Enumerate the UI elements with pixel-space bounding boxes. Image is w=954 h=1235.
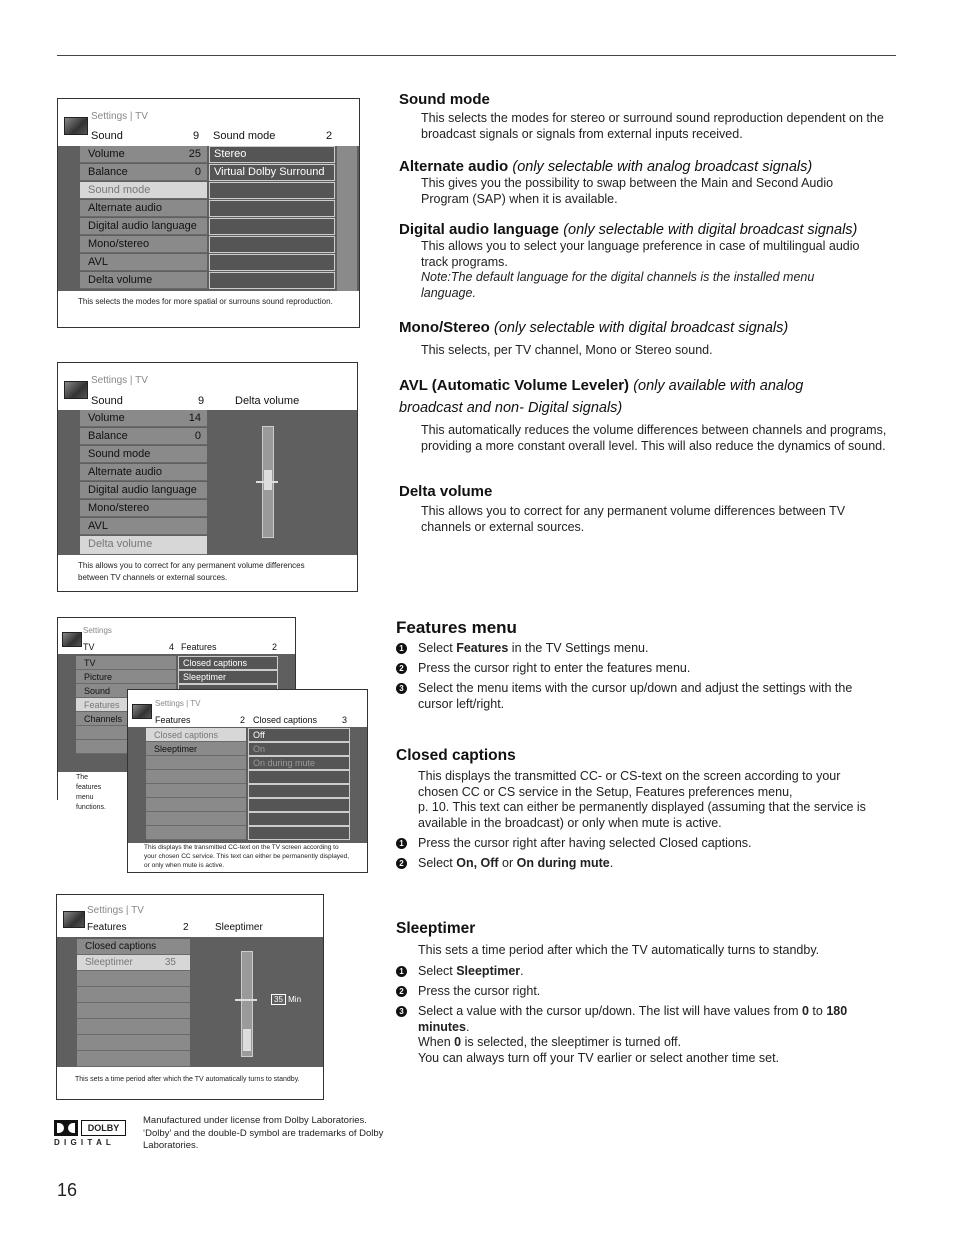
item-label: Alternate audio <box>88 202 162 214</box>
option-empty <box>248 812 350 826</box>
option-empty <box>209 272 335 289</box>
section-sound-mode <box>399 91 894 142</box>
cc-step-2 <box>418 856 613 872</box>
heading-note-line2: broadcast and non- Digital signals) <box>399 400 623 416</box>
menu-top-left-num: 2 <box>183 922 189 933</box>
menu-item-empty <box>146 784 246 798</box>
section-alternate-audio <box>399 158 894 207</box>
step-number-1: 1 <box>396 643 407 654</box>
slider-center-line <box>235 999 257 1001</box>
text: to <box>808 1004 827 1018</box>
menu-top-left-num: 2 <box>240 715 246 725</box>
menu-item-sleeptimer[interactable]: Sleeptimer <box>146 742 246 756</box>
slider-fill <box>243 1029 251 1051</box>
menu-top-right: Closed captions <box>253 715 318 725</box>
heading-sleeptimer: Sleeptimer <box>396 920 476 937</box>
item-label: Delta volume <box>88 274 153 286</box>
option-empty <box>209 200 335 217</box>
menu-item-sleeptimer[interactable] <box>77 955 190 971</box>
menu-item-delta-volume[interactable] <box>80 272 207 289</box>
menu-item-picture[interactable]: Picture <box>76 670 176 684</box>
menu-top-left-num: 9 <box>198 395 205 407</box>
menu-item-volume[interactable] <box>80 146 207 163</box>
help-text: The features menu functions. <box>58 773 130 813</box>
text: in the TV Settings menu. <box>508 641 649 655</box>
item-value: 25 <box>188 148 201 160</box>
text-sleeptimer: This sets a time period after which the TV automatically turns to standby. <box>418 943 820 957</box>
bold-text: Sleeptimer <box>456 964 521 978</box>
slider-value: 35 <box>271 994 286 1005</box>
bold-text: 180 <box>826 1004 848 1018</box>
delta-volume-menu-screenshot <box>57 362 358 592</box>
sleeptimer-menu-screenshot <box>56 894 324 1100</box>
heading-note: (only selectable with digital broadcast signals) <box>494 320 789 336</box>
menu-item-empty <box>77 987 190 1003</box>
tv-icon <box>132 704 152 719</box>
menu-item-empty <box>146 826 246 840</box>
bold-text: Features <box>456 641 509 655</box>
menu-top-right: Sleeptimer <box>215 922 263 933</box>
breadcrumb: Settings | TV <box>87 905 144 916</box>
cc-step-1: Press the cursor right after having selected Closed captions. <box>418 836 752 850</box>
page-number: 16 <box>57 1180 78 1200</box>
item-label: Mono/stereo <box>88 238 150 250</box>
heading-delta-volume: Delta volume <box>399 483 493 500</box>
text-delta-volume: This allows you to correct for any permanent volume differences between TV channels or external sources. <box>421 504 846 534</box>
text-mono-stereo: This selects, per TV channel, Mono or Stereo sound. <box>421 343 713 357</box>
step-number-2: 2 <box>396 986 407 997</box>
menu-item-empty <box>77 1051 190 1067</box>
menu-item-mono-stereo[interactable] <box>80 236 207 253</box>
menu-item-empty <box>77 1019 190 1035</box>
heading-text: AVL (Automatic Volume Leveler) <box>399 377 630 394</box>
step-number-3: 3 <box>396 683 407 694</box>
heading-alternate-audio <box>399 158 894 175</box>
menu-item-balance[interactable] <box>80 428 207 445</box>
breadcrumb: Settings | TV <box>91 111 148 122</box>
section-digital-audio-language <box>399 221 894 301</box>
menu-item-empty <box>146 770 246 784</box>
menu-item-sound-mode[interactable] <box>80 182 207 199</box>
item-label: Sound mode <box>88 448 151 460</box>
tv-icon <box>64 117 88 135</box>
menu-item-balance[interactable] <box>80 164 207 181</box>
help-text: This sets a time period after which the TV automatically turns to standby. <box>57 1075 323 1085</box>
text: You can always turn off your TV earlier or select another time set. <box>418 1050 780 1065</box>
menu-top-left: Sound <box>91 395 123 407</box>
text-alternate-audio: This gives you the possibility to swap between the Main and Second Audio Program (SAP) when it is available. <box>421 176 834 206</box>
text-digital-audio-language: This allows you to select your language preference in case of multilingual audio track programs. <box>421 239 860 269</box>
bold-text: 0 <box>454 1035 462 1049</box>
menu-item-closed-captions[interactable]: Closed captions <box>77 939 190 955</box>
menu-item-tv[interactable]: TV <box>76 656 176 670</box>
breadcrumb: Settings | TV <box>155 699 201 708</box>
note-digital-audio-language: Note:The default language for the digital channels is the installed menu language. <box>421 270 815 300</box>
tv-icon <box>63 911 85 928</box>
item-label: Alternate audio <box>88 466 162 478</box>
menu-item-volume[interactable] <box>80 410 207 427</box>
text: Select a value with the cursor up/down. The list will have values from <box>418 1004 802 1018</box>
menu-top-left: Features <box>155 715 191 725</box>
closed-captions-menu-screenshot <box>127 689 368 873</box>
menu-item-avl[interactable] <box>80 254 207 271</box>
top-rule <box>57 55 896 56</box>
help-text: This allows you to correct for any permanent volume differences between TV channels or external sources. <box>58 560 357 584</box>
menu-top-left-num: 9 <box>193 130 200 142</box>
menu-item-empty <box>146 798 246 812</box>
item-label: AVL <box>88 520 108 532</box>
item-value: 14 <box>188 412 201 424</box>
sleep-step-2: Press the cursor right. <box>418 984 541 998</box>
menu-item-channels[interactable]: Channels <box>76 712 176 726</box>
heading-text: Digital audio language <box>399 221 560 238</box>
menu-item-features[interactable]: Features <box>76 698 176 712</box>
dolby-wordmark: DOLBY <box>81 1120 126 1136</box>
text: . <box>609 856 614 870</box>
menu-top-right: Features <box>181 642 217 652</box>
item-label: Sleeptimer <box>85 957 133 968</box>
heading-text: Alternate audio <box>399 158 509 175</box>
sleep-step-1 <box>418 964 524 980</box>
menu-item-empty <box>146 756 246 770</box>
option-empty <box>248 770 350 784</box>
step-number-1: 1 <box>396 966 407 977</box>
digital-wordmark: D I G I T A L <box>54 1138 112 1147</box>
heading-closed-captions: Closed captions <box>396 747 516 764</box>
option-empty <box>209 236 335 253</box>
menu-item-empty <box>146 812 246 826</box>
breadcrumb: Settings <box>83 626 112 635</box>
item-label: Delta volume <box>88 538 153 550</box>
menu-item-empty <box>77 1003 190 1019</box>
text-avl: This automatically reduces the volume differences between channels and programs, providing a more constant overall level. This will also reduce the dynamics of sound. <box>421 423 887 453</box>
bold-text: On during mute <box>516 856 610 870</box>
text-closed-captions-2: p. 10. This text can either be permanently displayed (assuming that the service is available in the broadcast) or only when mute is active. <box>418 800 866 830</box>
text: . <box>520 964 524 978</box>
menu-item-empty <box>77 971 190 987</box>
menu-item-closed-captions[interactable]: Closed captions <box>146 728 246 742</box>
help-text: This selects the modes for more spatial or surrouns sound reproduction. <box>58 296 359 308</box>
text: . <box>465 1019 470 1034</box>
help-text: This displays the transmitted CC-text on the TV screen according to your chosen CC service. This text can either be permanently displayed, or only when mute is active. <box>128 843 367 870</box>
heading-digital-audio-language <box>399 221 894 238</box>
menu-top-left: Sound <box>91 130 123 142</box>
item-value: 0 <box>194 430 201 442</box>
menu-item-digital-audio-language[interactable] <box>80 218 207 235</box>
option-empty <box>248 784 350 798</box>
sound-mode-menu-screenshot <box>57 98 360 328</box>
slider-thumb[interactable] <box>264 470 272 490</box>
bold-text: minutes <box>418 1019 466 1034</box>
option-empty <box>209 254 335 271</box>
heading-mono-stereo <box>399 319 894 336</box>
slider-value-box <box>271 995 301 1004</box>
menu-item-alternate-audio[interactable] <box>80 464 207 481</box>
section-delta-volume <box>399 483 894 535</box>
text-sound-mode: This selects the modes for stereo or surround sound reproduction dependent on the broadcast signals or signals from external inputs received. <box>421 111 884 141</box>
option-stereo[interactable]: Stereo <box>209 146 335 163</box>
option-empty <box>248 798 350 812</box>
heading-note: (only available with analog <box>633 378 804 394</box>
dolby-trademark-note: Manufactured under license from Dolby Laboratories. ‘Dolby’ and the double-D symbol are trademarks of Dolby Laboratories. <box>143 1115 384 1151</box>
item-value: 0 <box>194 166 201 178</box>
step-number-1: 1 <box>396 838 407 849</box>
option-sleeptimer[interactable]: Sleeptimer <box>178 670 278 684</box>
text: When <box>418 1035 455 1049</box>
menu-item-delta-volume[interactable] <box>80 536 207 555</box>
item-label: Balance <box>88 430 128 442</box>
step-number-2: 2 <box>396 663 407 674</box>
menu-top-left: TV <box>83 642 95 652</box>
tv-icon <box>62 632 82 647</box>
option-closed-captions[interactable]: Closed captions <box>178 656 278 670</box>
section-mono-stereo <box>399 319 894 359</box>
menu-item-avl[interactable] <box>80 518 207 535</box>
slider-unit: Min <box>288 995 302 1004</box>
menu-item-alternate-audio[interactable] <box>80 200 207 217</box>
menu-item-digital-audio-language[interactable] <box>80 482 207 499</box>
d-shape <box>68 1123 75 1133</box>
menu-top-left-num: 4 <box>169 642 175 652</box>
breadcrumb: Settings | TV <box>91 375 148 386</box>
item-label: Volume <box>88 148 125 160</box>
item-label: Balance <box>88 166 128 178</box>
option-empty <box>209 182 335 199</box>
text-closed-captions: This displays the transmitted CC- or CS-text on the screen according to your chosen CC or CS service in the Setup, Features preferences menu, <box>418 769 841 799</box>
menu-item-empty <box>77 1035 190 1051</box>
text: Select <box>418 964 457 978</box>
item-label: AVL <box>88 256 108 268</box>
tv-icon <box>64 381 88 399</box>
item-label: Digital audio language <box>88 484 197 496</box>
step-number-3: 3 <box>396 1006 407 1017</box>
heading-sound-mode: Sound mode <box>399 91 490 108</box>
heading-text: Mono/Stereo <box>399 319 490 336</box>
scrollbar[interactable] <box>337 146 357 291</box>
features-step-2: Press the cursor right to enter the features menu. <box>418 661 691 675</box>
text: or <box>498 856 517 870</box>
item-label: Digital audio language <box>88 220 197 232</box>
d-shape <box>57 1123 64 1133</box>
text: Select <box>418 856 457 870</box>
option-empty <box>248 826 350 840</box>
item-label: Sound mode <box>88 184 151 196</box>
double-d-icon <box>54 1120 78 1136</box>
option-on[interactable]: On <box>248 742 350 756</box>
features-step-1 <box>418 641 648 657</box>
item-value: 35 <box>164 957 176 968</box>
dolby-logo <box>54 1120 126 1150</box>
heading-avl <box>399 375 897 419</box>
features-step-3: Select the menu items with the cursor up/down and adjust the settings with the cursor left/right. <box>418 681 853 711</box>
text: is selected, the sleeptimer is turned off. <box>461 1035 682 1049</box>
menu-item-mono-stereo[interactable] <box>80 500 207 517</box>
menu-top-left: Features <box>87 922 127 933</box>
text: Select <box>418 641 457 655</box>
menu-top-right-num: 2 <box>326 130 333 142</box>
menu-top-right: Sound mode <box>213 130 276 142</box>
heading-note: (only selectable with digital broadcast signals) <box>563 222 858 238</box>
sleep-step-3 <box>418 1004 888 1066</box>
option-virtual-dolby-surround[interactable]: Virtual Dolby Surround <box>209 164 335 181</box>
item-label: Mono/stereo <box>88 502 150 514</box>
menu-top-right-num: 2 <box>272 642 278 652</box>
menu-top-right-num: 3 <box>342 715 348 725</box>
bold-text: On, Off <box>456 856 499 870</box>
option-on-during-mute[interactable]: On during mute <box>248 756 350 770</box>
option-off[interactable]: Off <box>248 728 350 742</box>
option-empty <box>209 218 335 235</box>
heading-note: (only selectable with analog broadcast signals) <box>512 159 813 175</box>
section-avl <box>399 375 897 454</box>
menu-top-right: Delta volume <box>235 395 300 407</box>
menu-item-sound[interactable]: Sound <box>76 684 176 698</box>
step-number-2: 2 <box>396 858 407 869</box>
bold-text: 0 <box>801 1004 809 1018</box>
item-label: Volume <box>88 412 125 424</box>
menu-item-sound-mode[interactable] <box>80 446 207 463</box>
heading-features-menu: Features menu <box>396 618 517 637</box>
